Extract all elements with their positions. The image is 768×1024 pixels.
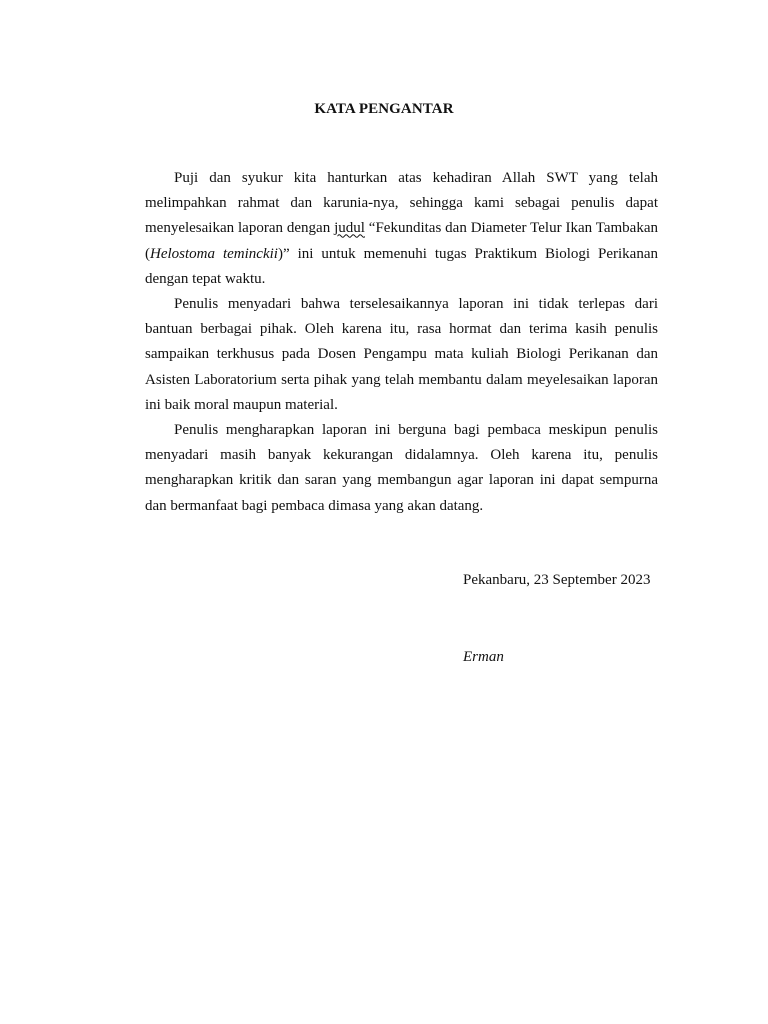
signer-name: Erman bbox=[463, 649, 504, 665]
paragraph-1-text-a: Puji dan syukur kita hanturkan atas kehadiran Allah SWT yang telah melimpahkan rahmat dan karunia-nya, sehingga kami sebagai penulis dapat menyelesaikan laporan dengan bbox=[145, 170, 658, 237]
page-title: KATA PENGANTAR bbox=[314, 101, 454, 117]
paragraph-1-text-c: )” ini untuk memenuhi tugas Praktikum Biologi Perikanan dengan tepat waktu. bbox=[145, 245, 658, 287]
document-body bbox=[145, 166, 658, 519]
paragraph-3: Penulis mengharapkan laporan ini berguna bagi pembaca meskipun penulis menyadari masih banyak kekurangan didalamnya. Oleh karena itu, penulis mengharapkan kritik dan saran yang membangun agar laporan ini dapat sempurna dan bermanfaat bagi pembaca dimasa yang akan datang. bbox=[145, 422, 658, 514]
species-name: Helostoma teminckii bbox=[150, 245, 278, 262]
paragraph-1-text-b: “Fekunditas dan Diameter Telur Ikan Tambakan ( bbox=[145, 220, 658, 262]
spellcheck-underlined-word: judul bbox=[334, 220, 365, 237]
place-date: Pekanbaru, 23 September 2023 bbox=[463, 572, 651, 588]
paragraph-2: Penulis menyadari bahwa terselesaikannya laporan ini tidak terlepas dari bantuan berbagai pihak. Oleh karena itu, rasa hormat dan terima kasih penulis sampaikan terkhusus pada Dosen Pengampu mata kuliah Biologi Perikanan dan Asisten Laboratorium serta pihak yang telah membantu dalam meyelesaikan laporan ini baik moral maupun material. bbox=[145, 296, 658, 413]
paragraph-1 bbox=[145, 166, 658, 292]
